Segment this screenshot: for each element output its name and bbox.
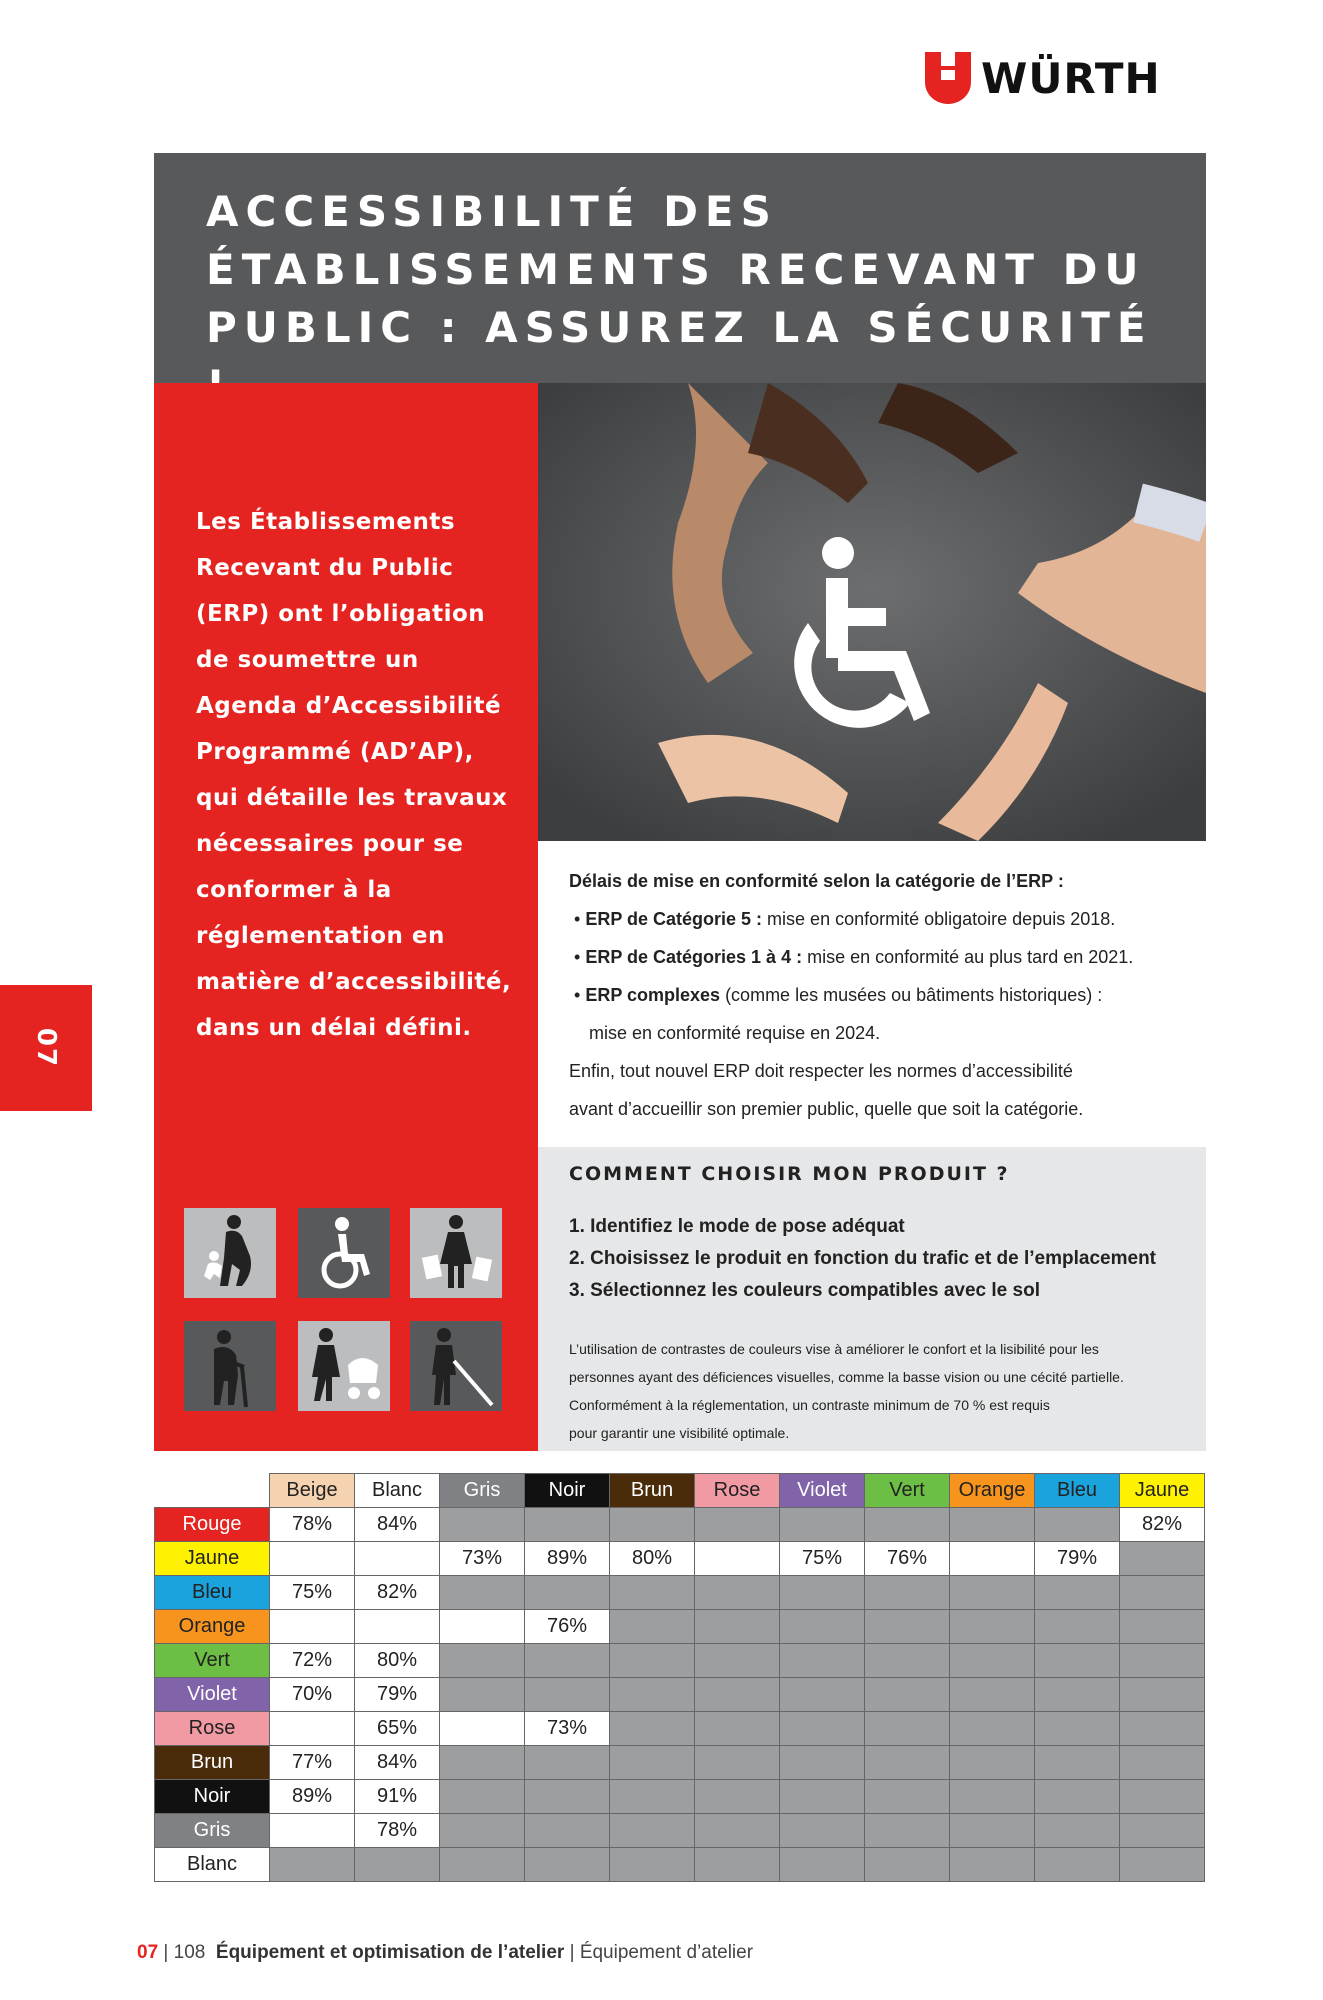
- table-row: [155, 1678, 1205, 1712]
- column-header: Rose: [695, 1474, 780, 1508]
- contrast-cell: [1120, 1678, 1205, 1712]
- wurth-logo-mark-icon: [925, 52, 971, 104]
- contrast-cell: [950, 1848, 1035, 1882]
- contrast-cell: 65%: [355, 1712, 440, 1746]
- contrast-cell: 82%: [1120, 1508, 1205, 1542]
- contrast-cell: [1035, 1644, 1120, 1678]
- table-row: [155, 1712, 1205, 1746]
- contrast-cell: [1035, 1712, 1120, 1746]
- contrast-cell: [780, 1508, 865, 1542]
- column-header: Blanc: [355, 1474, 440, 1508]
- wurth-logo: [925, 52, 1175, 110]
- howto-title: COMMENT CHOISIR MON PRODUIT ?: [569, 1163, 1010, 1185]
- deadline-item-label: ERP de Catégorie 5 :: [585, 909, 763, 929]
- row-header: Noir: [155, 1780, 270, 1814]
- deadline-item-text: (comme les musées ou bâtiments historiques) :: [720, 985, 1103, 1005]
- deadlines-heading: Délais de mise en conformité selon la catégorie de l’ERP :: [569, 871, 1064, 891]
- contrast-cell: 84%: [355, 1746, 440, 1780]
- contrast-cell: [270, 1848, 355, 1882]
- contrast-cell: [950, 1542, 1035, 1576]
- contrast-cell: 79%: [1035, 1542, 1120, 1576]
- footer-subsection: Équipement d’atelier: [579, 1942, 754, 1963]
- contrast-cell: [780, 1746, 865, 1780]
- contrast-note-line: Conformément à la réglementation, un contraste minimum de 70 % est requis: [569, 1397, 1050, 1413]
- contrast-cell: [1120, 1780, 1205, 1814]
- contrast-cell: [440, 1644, 525, 1678]
- contrast-cell: [780, 1712, 865, 1746]
- contrast-cell: [440, 1780, 525, 1814]
- footer-separator: |: [158, 1942, 174, 1963]
- column-header: Jaune: [1120, 1474, 1205, 1508]
- contrast-cell: [865, 1610, 950, 1644]
- contrast-cell: 79%: [355, 1678, 440, 1712]
- contrast-table: [154, 1473, 1205, 1882]
- person-carrying-child-icon: [184, 1208, 276, 1298]
- contrast-cell: [440, 1814, 525, 1848]
- contrast-cell: 76%: [865, 1542, 950, 1576]
- column-header: Brun: [610, 1474, 695, 1508]
- row-header: Vert: [155, 1644, 270, 1678]
- deadline-item: • ERP complexes (comme les musées ou bâtiments historiques) :: [569, 985, 1103, 1005]
- column-header: Beige: [270, 1474, 355, 1508]
- contrast-cell: [1120, 1712, 1205, 1746]
- contrast-cell: [780, 1848, 865, 1882]
- contrast-cell: [1035, 1610, 1120, 1644]
- contrast-cell: [950, 1678, 1035, 1712]
- contrast-cell: [695, 1678, 780, 1712]
- footer-section: Équipement et optimisation de l’atelier: [215, 1942, 565, 1963]
- contrast-cell: 80%: [355, 1644, 440, 1678]
- title-line-1: ACCESSIBILITÉ DES: [206, 187, 778, 236]
- contrast-cell: [440, 1712, 525, 1746]
- contrast-cell: [525, 1644, 610, 1678]
- column-header: Violet: [780, 1474, 865, 1508]
- contrast-note-line: pour garantir une visibilité optimale.: [569, 1425, 790, 1441]
- contrast-cell: 75%: [270, 1576, 355, 1610]
- contrast-cell: 70%: [270, 1678, 355, 1712]
- contrast-cell: [1035, 1746, 1120, 1780]
- contrast-cell: [440, 1576, 525, 1610]
- contrast-cell: [525, 1678, 610, 1712]
- table-row: [155, 1508, 1205, 1542]
- blind-person-with-cane-icon: [410, 1321, 502, 1411]
- contrast-cell: [440, 1746, 525, 1780]
- deadlines-section: [569, 862, 1199, 1128]
- table-row: [155, 1644, 1205, 1678]
- elderly-person-with-cane-icon: [184, 1321, 276, 1411]
- howto-box: [538, 1147, 1206, 1451]
- contrast-cell: [695, 1576, 780, 1610]
- howto-step: 1. Identifiez le mode de pose adéquat: [569, 1216, 905, 1237]
- contrast-cell: [610, 1780, 695, 1814]
- row-header: Rouge: [155, 1508, 270, 1542]
- contrast-cell: [695, 1746, 780, 1780]
- contrast-cell: [355, 1848, 440, 1882]
- contrast-cell: [610, 1814, 695, 1848]
- contrast-cell: 78%: [270, 1508, 355, 1542]
- contrast-cell: [865, 1814, 950, 1848]
- page-footer: [137, 1942, 753, 1964]
- contrast-cell: [610, 1644, 695, 1678]
- contrast-cell: [440, 1508, 525, 1542]
- contrast-cell: [695, 1780, 780, 1814]
- deadline-item-label: ERP de Catégories 1 à 4 :: [585, 947, 803, 967]
- contrast-cell: [950, 1780, 1035, 1814]
- contrast-cell: [525, 1848, 610, 1882]
- table-row: [155, 1746, 1205, 1780]
- contrast-cell: [950, 1508, 1035, 1542]
- contrast-cell: 75%: [780, 1542, 865, 1576]
- howto-steps: [569, 1211, 1156, 1307]
- contrast-cell: [610, 1746, 695, 1780]
- row-header: Violet: [155, 1678, 270, 1712]
- contrast-cell: [865, 1780, 950, 1814]
- footer-chapter-number: 07: [137, 1942, 159, 1963]
- contrast-cell: [440, 1610, 525, 1644]
- contrast-note-line: L’utilisation de contrastes de couleurs vise à améliorer le confort et la lisibilité pour les: [569, 1341, 1099, 1357]
- contrast-cell: [440, 1678, 525, 1712]
- contrast-cell: [780, 1644, 865, 1678]
- contrast-cell: [1120, 1814, 1205, 1848]
- contrast-cell: [950, 1644, 1035, 1678]
- table-row: [155, 1780, 1205, 1814]
- wheelchair-user-icon: [298, 1208, 390, 1298]
- contrast-cell: [865, 1746, 950, 1780]
- contrast-cell: 89%: [270, 1780, 355, 1814]
- contrast-cell: [355, 1610, 440, 1644]
- column-header: Vert: [865, 1474, 950, 1508]
- contrast-cell: [270, 1814, 355, 1848]
- row-header: Jaune: [155, 1542, 270, 1576]
- footer-page-number: 108: [173, 1942, 206, 1963]
- intro-text: Les Établissements Recevant du Public (ERP) ont l’obligation de soumettre un Agenda d’Accessibilité Programmé (AD’AP), qui détaille les travaux nécessaires pour se conformer à la réglementation en matière d’accessibilité, dans un délai défini.: [196, 509, 512, 1041]
- contrast-cell: [780, 1780, 865, 1814]
- person-with-shopping-bags-icon: [410, 1208, 502, 1298]
- contrast-cell: 72%: [270, 1644, 355, 1678]
- contrast-cell: 82%: [355, 1576, 440, 1610]
- deadline-continuation: mise en conformité requise en 2024.: [589, 1023, 881, 1043]
- row-header: Brun: [155, 1746, 270, 1780]
- deadline-item-text: mise en conformité obligatoire depuis 2018.: [762, 909, 1116, 929]
- contrast-cell: [780, 1678, 865, 1712]
- table-header-row: [155, 1474, 1205, 1508]
- contrast-cell: 78%: [355, 1814, 440, 1848]
- contrast-cell: [950, 1746, 1035, 1780]
- contrast-cell: [950, 1610, 1035, 1644]
- page-title: [206, 183, 1186, 415]
- contrast-cell: [610, 1712, 695, 1746]
- table-row: [155, 1542, 1205, 1576]
- contrast-cell: 76%: [525, 1610, 610, 1644]
- wheelchair-accessibility-icon: [538, 383, 1206, 841]
- contrast-cell: 73%: [440, 1542, 525, 1576]
- row-header: Orange: [155, 1610, 270, 1644]
- footer-separator: |: [564, 1942, 580, 1963]
- contrast-cell: [610, 1678, 695, 1712]
- contrast-note: [569, 1335, 1189, 1447]
- contrast-cell: [1035, 1780, 1120, 1814]
- contrast-cell: [270, 1542, 355, 1576]
- contrast-cell: [780, 1610, 865, 1644]
- contrast-cell: [610, 1848, 695, 1882]
- contrast-cell: [525, 1780, 610, 1814]
- title-line-3: PUBLIC : ASSUREZ LA SÉCURITÉ: [206, 303, 1153, 352]
- contrast-cell: [1035, 1576, 1120, 1610]
- table-row: [155, 1610, 1205, 1644]
- column-header: Orange: [950, 1474, 1035, 1508]
- contrast-cell: [1120, 1848, 1205, 1882]
- contrast-cell: [695, 1848, 780, 1882]
- contrast-cell: [695, 1814, 780, 1848]
- table-row: [155, 1848, 1205, 1882]
- row-header: Blanc: [155, 1848, 270, 1882]
- howto-step: 2. Choisissez le produit en fonction du trafic et de l’emplacement: [569, 1248, 1156, 1269]
- contrast-cell: [610, 1576, 695, 1610]
- chapter-number: 07: [31, 1027, 61, 1069]
- contrast-cell: [695, 1712, 780, 1746]
- accessibility-photo: [538, 383, 1206, 841]
- contrast-cell: 89%: [525, 1542, 610, 1576]
- column-header: Bleu: [1035, 1474, 1120, 1508]
- howto-step: 3. Sélectionnez les couleurs compatibles avec le sol: [569, 1280, 1040, 1301]
- contrast-cell: [695, 1542, 780, 1576]
- row-header: Bleu: [155, 1576, 270, 1610]
- chapter-tab: [0, 985, 92, 1111]
- contrast-cell: [1120, 1542, 1205, 1576]
- brand-name: WÜRTH: [981, 54, 1161, 103]
- contrast-cell: [610, 1610, 695, 1644]
- contrast-note-line: personnes ayant des déficiences visuelles, comme la basse vision ou une cécité partielle.: [569, 1369, 1124, 1385]
- deadline-item-text: mise en conformité au plus tard en 2021.: [802, 947, 1134, 967]
- contrast-cell: [525, 1576, 610, 1610]
- contrast-cell: [1035, 1508, 1120, 1542]
- contrast-cell: [1035, 1678, 1120, 1712]
- contrast-cell: [1120, 1644, 1205, 1678]
- contrast-cell: 77%: [270, 1746, 355, 1780]
- deadlines-closing-2: avant d’accueillir son premier public, quelle que soit la catégorie.: [569, 1099, 1084, 1119]
- title-line-2: ÉTABLISSEMENTS RECEVANT DU: [206, 245, 1146, 294]
- contrast-cell: [1035, 1814, 1120, 1848]
- contrast-cell: 73%: [525, 1712, 610, 1746]
- row-header: Gris: [155, 1814, 270, 1848]
- deadlines-closing-1: Enfin, tout nouvel ERP doit respecter les normes d’accessibilité: [569, 1061, 1073, 1081]
- contrast-cell: [525, 1814, 610, 1848]
- contrast-cell: [525, 1746, 610, 1780]
- contrast-cell: [865, 1508, 950, 1542]
- intro-panel: [154, 383, 538, 1451]
- contrast-cell: [610, 1508, 695, 1542]
- deadline-item-label: ERP complexes: [585, 985, 721, 1005]
- contrast-cell: [950, 1712, 1035, 1746]
- contrast-cell: [780, 1814, 865, 1848]
- contrast-cell: [695, 1644, 780, 1678]
- deadline-item: • ERP de Catégories 1 à 4 : mise en conformité au plus tard en 2021.: [569, 947, 1134, 967]
- contrast-cell: [780, 1576, 865, 1610]
- contrast-cell: [865, 1576, 950, 1610]
- contrast-cell: [270, 1712, 355, 1746]
- column-header: Gris: [440, 1474, 525, 1508]
- contrast-cell: [865, 1848, 950, 1882]
- contrast-cell: [865, 1678, 950, 1712]
- contrast-cell: [355, 1542, 440, 1576]
- contrast-cell: [525, 1508, 610, 1542]
- contrast-cell: [950, 1576, 1035, 1610]
- table-corner: [155, 1474, 270, 1508]
- contrast-cell: [865, 1644, 950, 1678]
- contrast-cell: [1120, 1610, 1205, 1644]
- table-row: [155, 1576, 1205, 1610]
- contrast-cell: [865, 1712, 950, 1746]
- row-header: Rose: [155, 1712, 270, 1746]
- contrast-cell: 84%: [355, 1508, 440, 1542]
- deadline-item: • ERP de Catégorie 5 : mise en conformité obligatoire depuis 2018.: [569, 909, 1116, 929]
- contrast-cell: 80%: [610, 1542, 695, 1576]
- column-header: Noir: [525, 1474, 610, 1508]
- contrast-cell: [1120, 1746, 1205, 1780]
- table-row: [155, 1814, 1205, 1848]
- contrast-cell: [1035, 1848, 1120, 1882]
- contrast-cell: [270, 1610, 355, 1644]
- title-band: [154, 153, 1206, 383]
- contrast-cell: [950, 1814, 1035, 1848]
- contrast-cell: [1120, 1576, 1205, 1610]
- person-with-stroller-icon: [298, 1321, 390, 1411]
- contrast-cell: [440, 1848, 525, 1882]
- contrast-cell: 91%: [355, 1780, 440, 1814]
- contrast-cell: [695, 1508, 780, 1542]
- contrast-cell: [695, 1610, 780, 1644]
